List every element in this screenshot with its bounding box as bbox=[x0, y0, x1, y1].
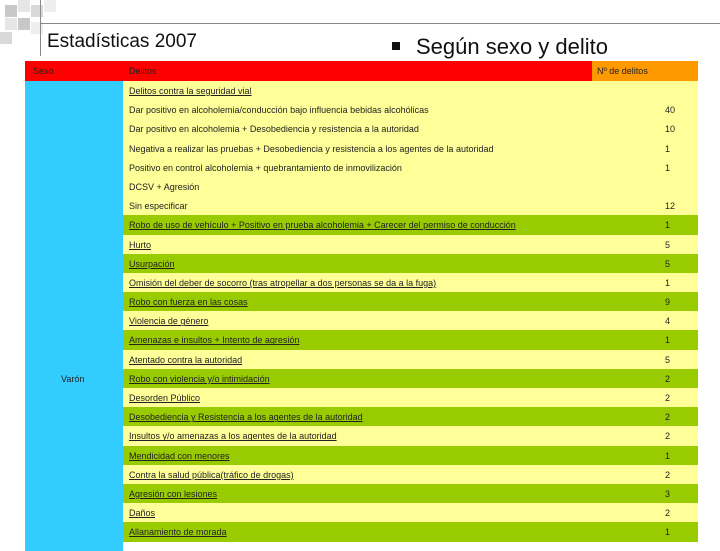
table-row bbox=[123, 119, 698, 138]
delito-cell: Dar positivo en alcoholemia + Desobediencia y resistencia a la autoridad bbox=[129, 124, 419, 135]
table-row bbox=[123, 330, 698, 349]
table-row bbox=[123, 522, 698, 541]
delito-cell: Dar positivo en alcoholemia/conducción bajo influencia bebidas alcohólicas bbox=[129, 105, 429, 116]
count-cell: 1 bbox=[665, 162, 671, 173]
delito-cell: Omisión del deber de socorro (tras atropellar a dos personas se da a la fuga) bbox=[129, 277, 437, 288]
delito-cell: Hurto bbox=[129, 239, 152, 250]
slide-heading bbox=[392, 34, 608, 60]
count-cell: 2 bbox=[665, 393, 671, 403]
slide-heading-text: Según sexo y delito bbox=[416, 34, 609, 59]
delito-cell: Mendicidad con menores bbox=[129, 450, 230, 461]
count-cell: 5 bbox=[665, 354, 671, 365]
count-cell: 10 bbox=[665, 124, 676, 135]
table-row bbox=[123, 388, 698, 407]
delito-cell: Desorden Público bbox=[129, 393, 201, 403]
header-sexo-cell bbox=[25, 61, 123, 81]
count-cell: 1 bbox=[665, 527, 671, 538]
delito-cell: Positivo en control alcoholemia + quebrantamiento de inmovilización bbox=[129, 162, 402, 173]
count-cell: 40 bbox=[665, 105, 676, 116]
count-cell: 1 bbox=[665, 335, 671, 346]
table-row bbox=[123, 465, 698, 484]
count-cell: 2 bbox=[665, 508, 671, 519]
table-row bbox=[123, 311, 698, 330]
table-row bbox=[123, 407, 698, 426]
table-row bbox=[123, 158, 698, 177]
delito-cell: Allanamiento de morada bbox=[129, 527, 227, 538]
count-cell: 1 bbox=[665, 450, 671, 461]
header-delitos-label: Delitos bbox=[129, 66, 157, 76]
top-divider-line bbox=[40, 23, 720, 24]
delito-cell: Violencia de género bbox=[129, 316, 209, 327]
header-num-cell bbox=[592, 61, 698, 81]
table-row bbox=[123, 81, 698, 100]
table-row bbox=[123, 350, 698, 369]
delito-cell: Usurpación bbox=[129, 258, 175, 269]
table-row bbox=[123, 273, 698, 292]
table-row bbox=[123, 369, 698, 388]
table-header bbox=[25, 61, 698, 81]
delito-cell: Negativa a realizar las pruebas + Desobediencia y resistencia a los agentes de la autoridad bbox=[129, 143, 494, 154]
count-cell: 1 bbox=[665, 143, 671, 154]
delito-cell: Contra la salud pública(tráfico de drogas) bbox=[129, 469, 294, 480]
delito-cell: DCSV + Agresión bbox=[129, 181, 200, 192]
table-row bbox=[123, 139, 698, 158]
count-cell: 5 bbox=[665, 258, 671, 269]
table-row bbox=[123, 503, 698, 522]
table-row bbox=[123, 235, 698, 254]
table-row bbox=[123, 254, 698, 273]
delito-cell: Daños bbox=[129, 508, 156, 519]
delito-cell: Desobediencia y Resistencia a los agentes de la autoridad bbox=[129, 412, 363, 423]
count-cell: 2 bbox=[665, 431, 671, 442]
count-cell: 5 bbox=[665, 239, 671, 250]
sexo-column bbox=[25, 81, 123, 551]
delito-cell: Robo con violencia y/o intimidación bbox=[129, 373, 270, 384]
count-cell: 4 bbox=[665, 316, 671, 327]
count-cell: 2 bbox=[665, 412, 671, 423]
header-sexo-label: Sexo bbox=[33, 66, 54, 76]
left-divider-line bbox=[40, 0, 41, 56]
count-cell: 3 bbox=[665, 488, 671, 499]
table-row bbox=[123, 446, 698, 465]
count-cell: 9 bbox=[665, 297, 671, 308]
table-row bbox=[123, 196, 698, 215]
count-cell: 1 bbox=[665, 220, 671, 231]
page-title: Estadísticas 2007 bbox=[47, 31, 197, 52]
count-cell: 2 bbox=[665, 373, 671, 384]
table-row bbox=[123, 426, 698, 445]
delito-cell: Amenazas e insultos + Intento de agresión bbox=[129, 335, 300, 346]
delito-cell: Robo con fuerza en las cosas bbox=[129, 297, 248, 308]
square-bullet-icon bbox=[392, 42, 400, 50]
header-num-label: Nº de delitos bbox=[597, 66, 648, 76]
header-delitos-cell bbox=[123, 61, 592, 81]
delito-cell: Agresión con lesiones bbox=[129, 488, 218, 499]
delito-cell: Insultos y/o amenazas a los agentes de la autoridad bbox=[129, 431, 337, 442]
count-cell: 1 bbox=[665, 277, 671, 288]
sexo-value: Varón bbox=[61, 374, 85, 384]
table-body bbox=[123, 81, 698, 542]
count-cell: 2 bbox=[665, 469, 671, 480]
delito-cell: Delitos contra la seguridad vial bbox=[129, 86, 252, 96]
table-row bbox=[123, 177, 698, 196]
table-row bbox=[123, 484, 698, 503]
table-row bbox=[123, 215, 698, 234]
table-row bbox=[123, 292, 698, 311]
table-row bbox=[123, 100, 698, 119]
delito-cell: Sin especificar bbox=[129, 201, 188, 212]
count-cell: 12 bbox=[665, 201, 676, 212]
delito-cell: Robo de uso de vehículo + Positivo en prueba alcoholemia + Carecer del permiso de conducción bbox=[129, 220, 516, 231]
delito-cell: Atentado contra la autoridad bbox=[129, 354, 243, 365]
